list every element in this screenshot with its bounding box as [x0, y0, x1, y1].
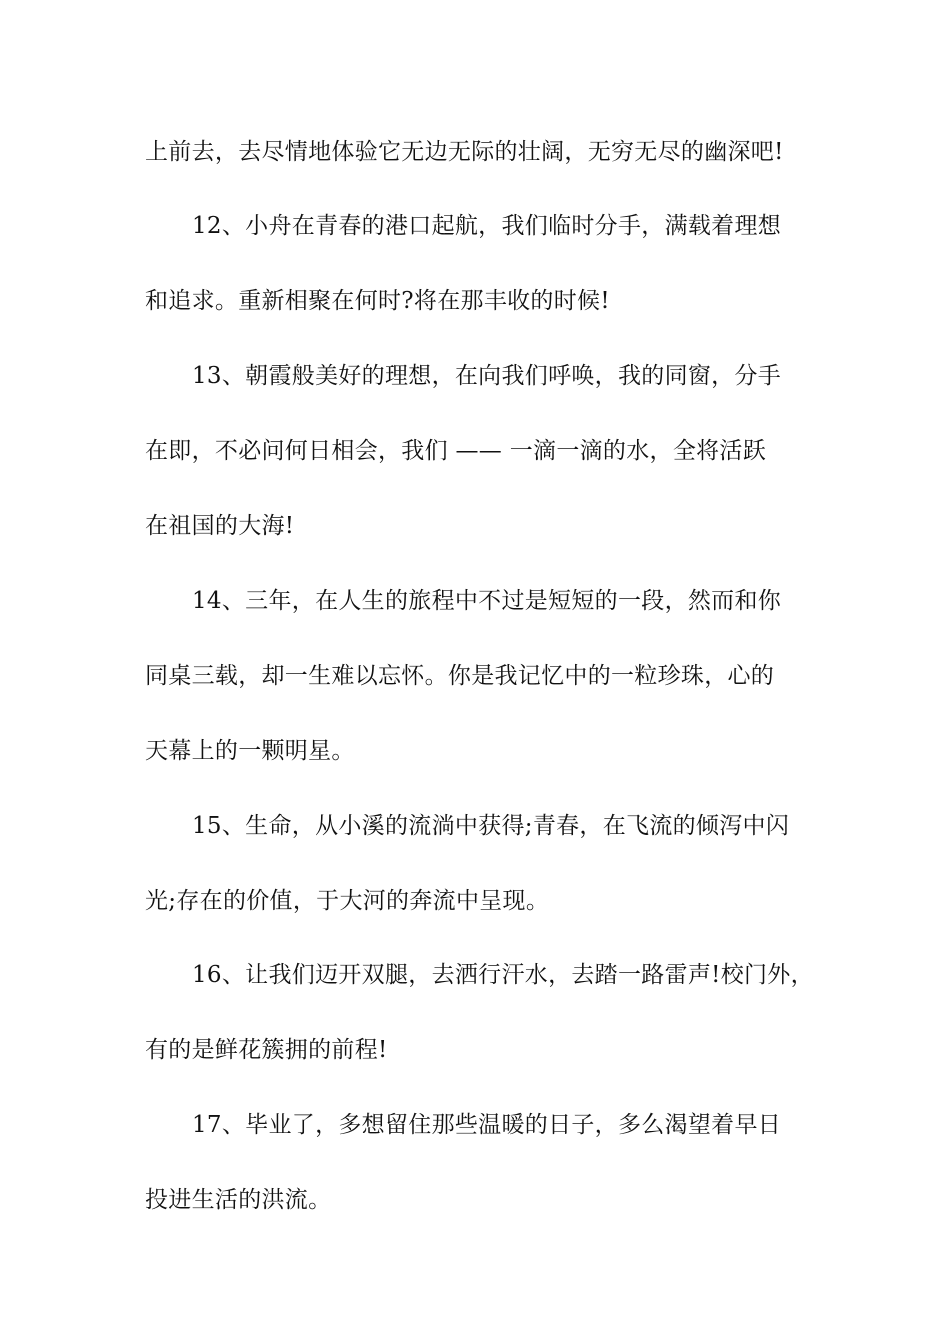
text-line-12: 16、让我们迈开双腿，去洒行汗水，去踏一路雷声!校门外，	[192, 962, 814, 988]
text-line-15: 投进生活的洪流。	[145, 1187, 332, 1213]
text-line-10: 15、生命，从小溪的流淌中获得;青春，在飞流的倾泻中闪	[192, 813, 790, 839]
text-line-3: 和追求。重新相聚在何时?将在那丰收的时候!	[145, 288, 610, 314]
text-line-14: 17、毕业了，多想留住那些温暖的日子，多么渴望着早日	[192, 1112, 782, 1138]
text-line-13: 有的是鲜花簇拥的前程!	[145, 1037, 388, 1063]
text-line-4: 13、朝霞般美好的理想，在向我们呼唤，我的同窗，分手	[192, 363, 782, 389]
text-line-7: 14、三年，在人生的旅程中不过是短短的一段，然而和你	[192, 588, 782, 614]
text-line-2: 12、小舟在青春的港口起航，我们临时分手，满载着理想	[192, 213, 782, 239]
text-line-8: 同桌三载，却一生难以忘怀。你是我记忆中的一粒珍珠，心的	[145, 663, 775, 689]
text-line-9: 天幕上的一颗明星。	[145, 738, 355, 764]
text-line-1: 上前去，去尽情地体验它无边无际的壮阔，无穷无尽的幽深吧!	[145, 139, 784, 165]
text-line-6: 在祖国的大海!	[145, 513, 295, 539]
text-line-5: 在即，不必问何日相会，我们 —— 一滴一滴的水，全将活跃	[145, 438, 767, 464]
text-line-11: 光;存在的价值，于大河的奔流中呈现。	[145, 888, 550, 914]
